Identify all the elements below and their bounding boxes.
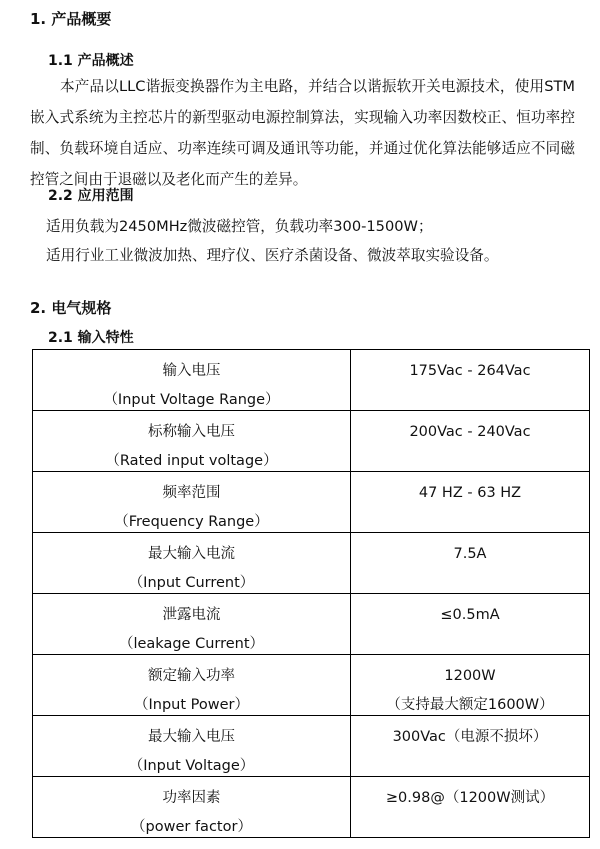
param-name-cn: 标称输入电压 (148, 424, 235, 440)
subsection-heading-product-summary: 1.1 产品概述 (48, 53, 134, 69)
value-cell (351, 533, 590, 594)
param-cell (33, 716, 351, 777)
param-name-cn: 最大输入电流 (148, 546, 235, 562)
table-row (33, 533, 590, 594)
param-name-en: （Rated input voltage） (105, 453, 278, 469)
param-cell (33, 777, 351, 838)
product-summary-paragraph: 本产品以LLC谐振变换器作为主电路，并结合以谐振软开关电源技术，使用STM嵌入式系统为主控芯片的新型驱动电源控制算法，实现输入功率因数校正、恒功率控制、负载环境自适应、功率连续可调及通讯等功能，并通过优化算法能够适应不同磁控管之间由于退磁以及老化而产生的差异。 (30, 78, 575, 188)
value-cell (351, 777, 590, 838)
section-heading-electrical-specs: 2. 电气规格 (30, 299, 112, 317)
input-spec-table (32, 349, 590, 838)
table-row (33, 472, 590, 533)
param-name-en: （Input Power） (134, 697, 249, 713)
param-value: 7.5A (453, 546, 487, 562)
table-row (33, 777, 590, 838)
param-value-note: （支持最大额定1600W） (386, 697, 554, 713)
section-heading-overview: 1. 产品概要 (30, 10, 112, 28)
table-row (33, 350, 590, 411)
value-cell (351, 594, 590, 655)
param-cell (33, 472, 351, 533)
param-name-cn: 功率因素 (162, 790, 221, 806)
param-name-cn: 泄露电流 (162, 607, 221, 623)
param-cell (33, 533, 351, 594)
param-name-en: （Input Voltage Range） (103, 392, 280, 408)
value-cell (351, 716, 590, 777)
param-cell (33, 655, 351, 716)
param-value: 200Vac - 240Vac (409, 424, 531, 440)
param-cell (33, 594, 351, 655)
param-name-en: （leakage Current） (118, 636, 265, 652)
param-name-cn: 额定输入功率 (148, 668, 235, 684)
param-name-en: （power factor） (131, 819, 252, 835)
application-line-industry: 适用行业工业微波加热、理疗仪、医疗杀菌设备、微波萃取实验设备。 (46, 247, 499, 264)
value-cell (351, 655, 590, 716)
table-row (33, 594, 590, 655)
value-cell (351, 411, 590, 472)
table-row (33, 411, 590, 472)
param-value: 1200W (444, 668, 496, 684)
table-row (33, 655, 590, 716)
table-row (33, 716, 590, 777)
param-value: ≤0.5mA (440, 607, 500, 623)
param-value: ≥0.98@（1200W测试） (385, 790, 555, 806)
param-name-cn: 输入电压 (162, 363, 221, 379)
subsection-heading-application-scope: 2.2 应用范围 (48, 188, 134, 204)
param-name-en: （Input Current） (128, 575, 255, 591)
param-value: 175Vac - 264Vac (409, 363, 531, 379)
param-value: 300Vac（电源不损坏） (392, 729, 548, 745)
param-name-cn: 最大输入电压 (148, 729, 235, 745)
subsection-heading-input-characteristics: 2.1 输入特性 (48, 330, 134, 346)
param-cell (33, 411, 351, 472)
value-cell (351, 350, 590, 411)
value-cell (351, 472, 590, 533)
param-name-en: （Frequency Range） (114, 514, 269, 530)
param-name-en: （Input Voltage） (128, 758, 255, 774)
param-name-cn: 频率范围 (162, 485, 221, 501)
param-value: 47 HZ - 63 HZ (418, 485, 522, 501)
application-line-load: 适用负载为2450MHz微波磁控管，负载功率300-1500W； (46, 218, 433, 235)
param-cell (33, 350, 351, 411)
